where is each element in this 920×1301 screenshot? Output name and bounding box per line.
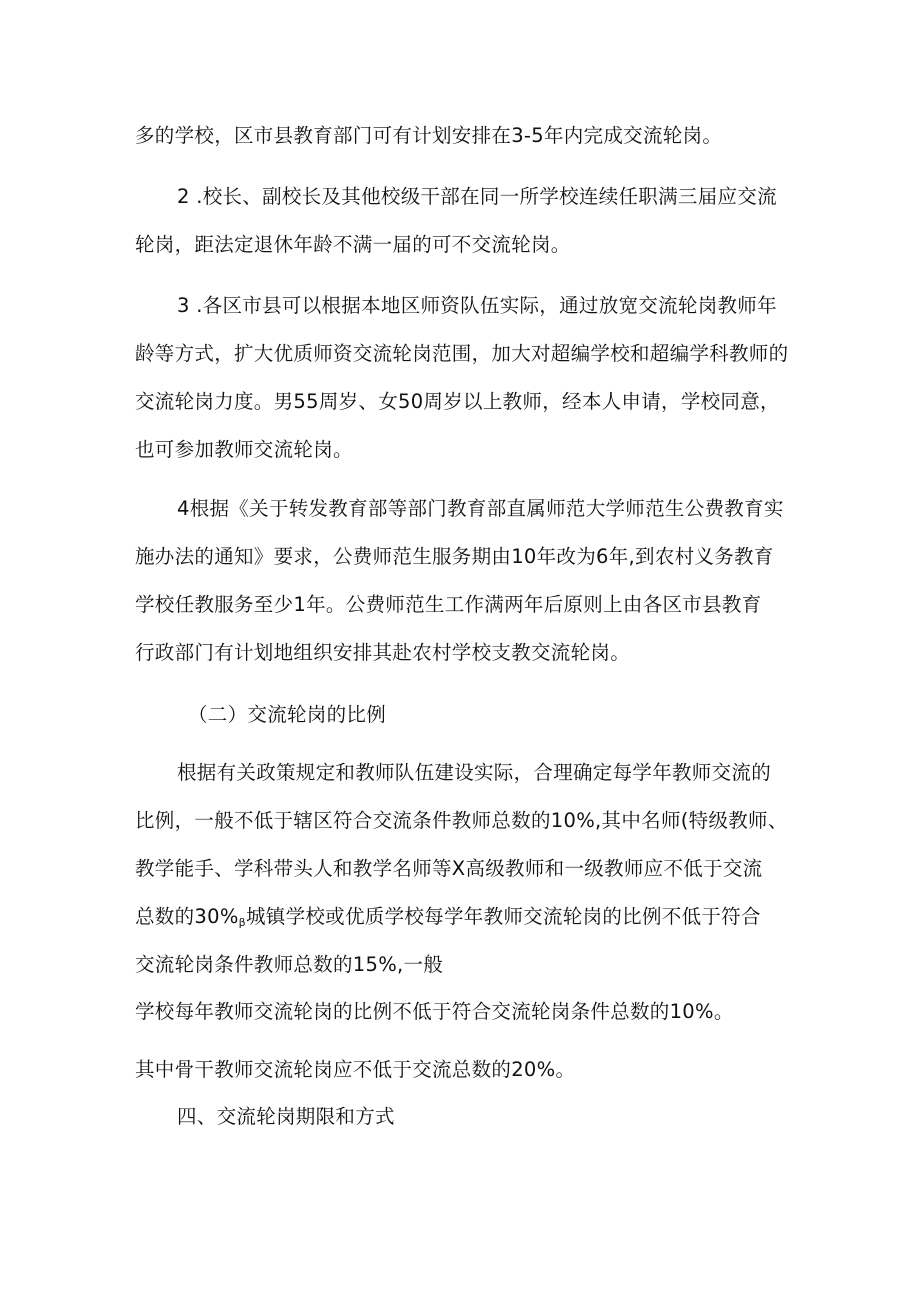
line-text: 城镇学校或优质学校每学年教师交流轮岗的比例不低于符合 xyxy=(245,905,761,928)
paragraph-line: 也可参加教师交流轮岗。 xyxy=(135,438,353,461)
paragraph-line: 比例，一般不低于辖区符合交流条件教师总数的10%,其中名师(特级教师、 xyxy=(135,809,788,832)
paragraph-line: 2 .校长、副校长及其他校级干部在同一所学校连续任职满三届应交流 xyxy=(177,185,777,208)
section-heading: （二）交流轮岗的比例 xyxy=(188,703,387,726)
paragraph-line: 交流轮岗条件教师总数的15%,一般 xyxy=(135,953,444,976)
paragraph-line: 轮岗，距法定退休年龄不满一届的可不交流轮岗。 xyxy=(135,233,571,256)
paragraph-line: 行政部门有计划地组织安排其赴农村学校支教交流轮岗。 xyxy=(135,641,631,664)
paragraph-line: 学校每年教师交流轮岗的比例不低于符合交流轮岗条件总数的10%。 xyxy=(135,1000,734,1023)
paragraph-line: 根据有关政策规定和教师队伍建设实际，合理确定每学年教师交流的 xyxy=(177,761,772,784)
line-text: 总数的30% xyxy=(135,905,239,928)
subscript-mark: β xyxy=(238,916,246,929)
paragraph-line: 学校任教服务至少1年。公费师范生工作满两年后原则上由各区市县教育 xyxy=(135,593,762,616)
paragraph-line: 其中骨干教师交流轮岗应不低于交流总数的20%。 xyxy=(135,1058,576,1081)
paragraph-line: 施办法的通知》要求，公费师范生服务期由10年改为6年,到农村义务教育 xyxy=(135,545,774,568)
paragraph-line: 多的学校，区市县教育部门可有计划安排在3-5年内完成交流轮岗。 xyxy=(135,124,723,147)
paragraph-line: 交流轮岗力度。男55周岁、女50周岁以上教师，经本人申请，学校同意， xyxy=(135,390,780,413)
paragraph-line: 教学能手、学科带头人和教学名师等X高级教师和一级教师应不低于交流 xyxy=(135,857,763,880)
paragraph-line: 3 .各区市县可以根据本地区师资队伍实际，通过放宽交流轮岗教师年 xyxy=(177,294,777,317)
paragraph-line: 4根据《关于转发教育部等部门教育部直属师范大学师范生公费教育实 xyxy=(177,497,784,520)
paragraph-line xyxy=(135,904,761,936)
section-heading: 四、交流轮岗期限和方式 xyxy=(177,1105,395,1128)
paragraph-line: 龄等方式，扩大优质师资交流轮岗范围，加大对超编学校和超编学科教师的 xyxy=(135,342,789,365)
